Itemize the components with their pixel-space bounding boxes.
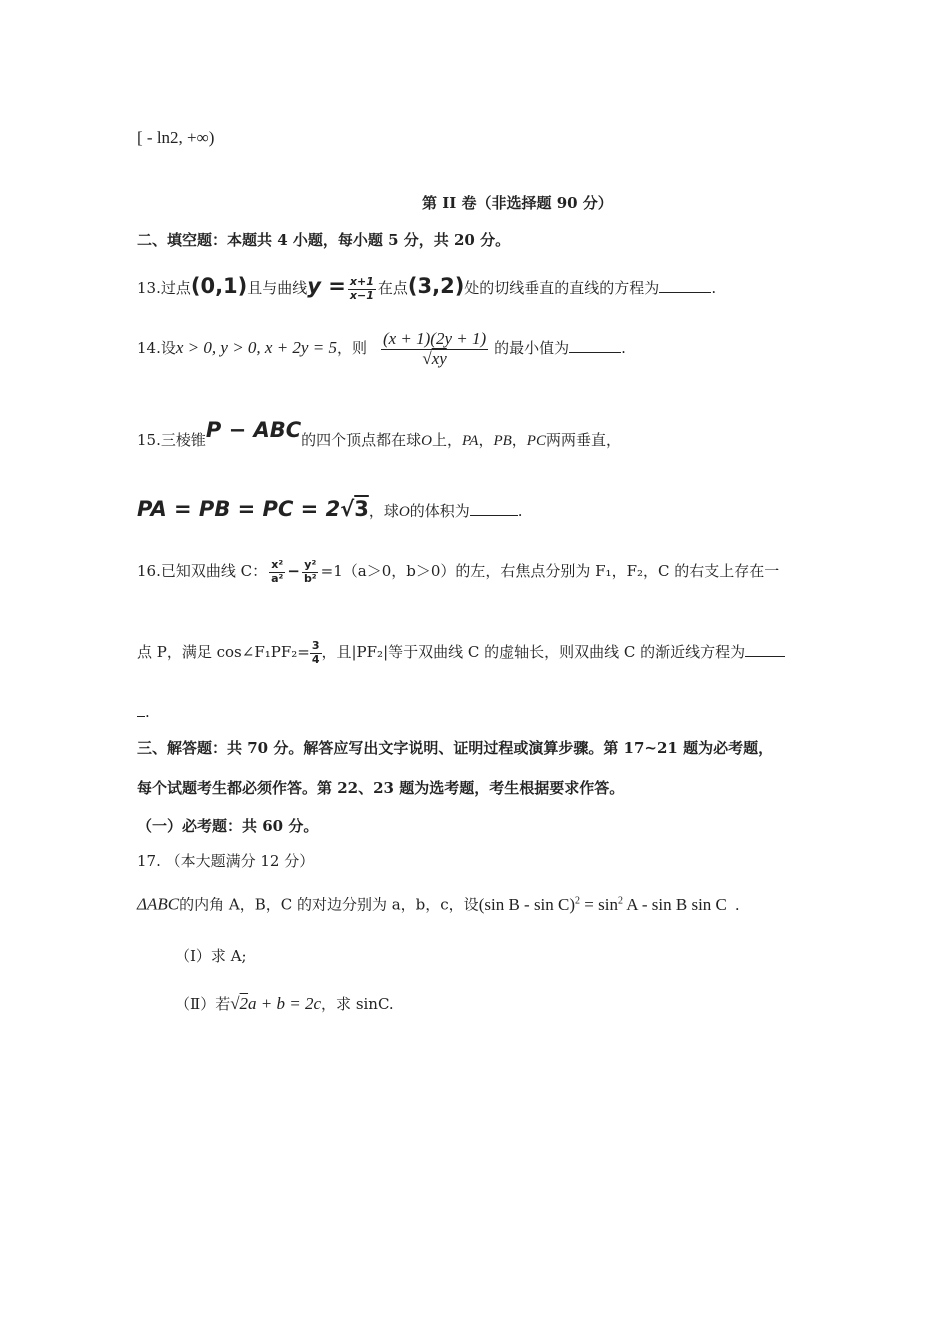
q14-conditions: x > 0, y > 0, x + 2y = 5 bbox=[175, 338, 337, 357]
question-15-continued: PA = PB = PC = 2√3，球O的体积为 . bbox=[137, 497, 523, 521]
q16-fraction-y: $\frac{\text{y²}}{\text{b²}}$ bbox=[303, 558, 317, 585]
q15-equal-edges: PA = PB = PC = 2 bbox=[137, 497, 341, 521]
q16-number: 16. bbox=[137, 562, 161, 580]
q16-cos-fraction: $\frac{3}{4}$ bbox=[311, 639, 320, 666]
q17-triangle: ΔABC bbox=[137, 894, 180, 914]
question-16-blank-end: . bbox=[137, 702, 150, 722]
question-17-part-2: （Ⅱ）若√2a + b = 2c，求 sinC. bbox=[175, 994, 394, 1013]
q13-y-equals: y = bbox=[307, 274, 346, 298]
section-answer-header: 三、解答题：共 70 分。解答应写出文字说明、证明过程或演算步骤。第 17~21 题为必考题， bbox=[137, 739, 774, 757]
q17-equation: (sin $B - \sin C)^2 = \sin^2 A - \sin B$ sin C bbox=[478, 894, 727, 914]
answer-blank bbox=[470, 515, 518, 516]
question-17-title: 17. （本大题满分 12 分） bbox=[137, 852, 315, 870]
q13-point-2: (3,2) bbox=[407, 274, 465, 298]
q15-pyramid: P − ABC bbox=[205, 418, 302, 442]
question-16-continued: 点 P，满足 cos∠F₁PF₂= $\frac{3}{4}$ ，且|PF₂|等于双曲线 C 的虚轴长，则双曲线 C 的渐近线方程为 bbox=[137, 632, 785, 672]
q16-fraction-x: $\frac{\text{x²}}{\text{a²}}$ bbox=[271, 558, 284, 585]
question-13: 13.过点(0,1)且与曲线y = $\frac{x+1}{x-1}$ 在点(3,2)处的切线垂直的直线的方程为 . bbox=[137, 274, 717, 302]
q15-number: 15. bbox=[137, 431, 161, 449]
section-fill-in-header: 二、填空题：本题共 4 小题，每小题 5 分，共 20 分。 bbox=[137, 231, 511, 249]
answer-blank bbox=[745, 656, 785, 657]
question-17-part-1: （Ⅰ）求 A; bbox=[175, 947, 247, 965]
q14-fraction: $\frac{(x + 1)(2y + 1)}{√xy}$ bbox=[382, 328, 487, 368]
part-two-title: 第 II 卷（非选择题 90 分） bbox=[422, 194, 613, 212]
q14-number: 14. bbox=[137, 339, 161, 357]
answer-blank bbox=[569, 352, 621, 353]
question-15: 15.三棱锥P − ABC的四个顶点都在球O上，PA，PB，PC两两垂直， bbox=[137, 418, 621, 449]
q13-point-1: (0,1) bbox=[190, 274, 248, 298]
required-questions-header: （一）必考题：共 60 分。 bbox=[137, 817, 319, 835]
q13-fraction: $\frac{x+1}{x-1}$ bbox=[349, 275, 374, 302]
q13-number: 13. bbox=[137, 279, 161, 297]
answer-blank bbox=[659, 292, 711, 293]
section-answer-header-2: 每个试题考生都必须作答。第 22、23 题为选考题，考生根据要求作答。 bbox=[137, 779, 625, 797]
question-14: 14.设x > 0, y > 0, x + 2y = 5，则 $\frac{(x + 1)(2y + 1)}{√xy}$ 的最小值为 . bbox=[137, 328, 626, 368]
previous-answer: [ - ln2, +∞) bbox=[137, 128, 215, 147]
question-17: ΔABC的内角 A，B，C 的对边分别为 a，b，c，设(sin $B - \sin C)^2 = \sin^2 A - \sin B$ sin C . bbox=[137, 894, 740, 914]
question-16: 16.已知双曲线 C： $\frac{\text{x²}}{\text{a²}}$ − $\frac{\text{y²}}{\text{b²}}$ =1（a＞0，b＞0）的左，右焦点分别为 F₁，F₂，C 的右支上存在一 bbox=[137, 558, 780, 585]
